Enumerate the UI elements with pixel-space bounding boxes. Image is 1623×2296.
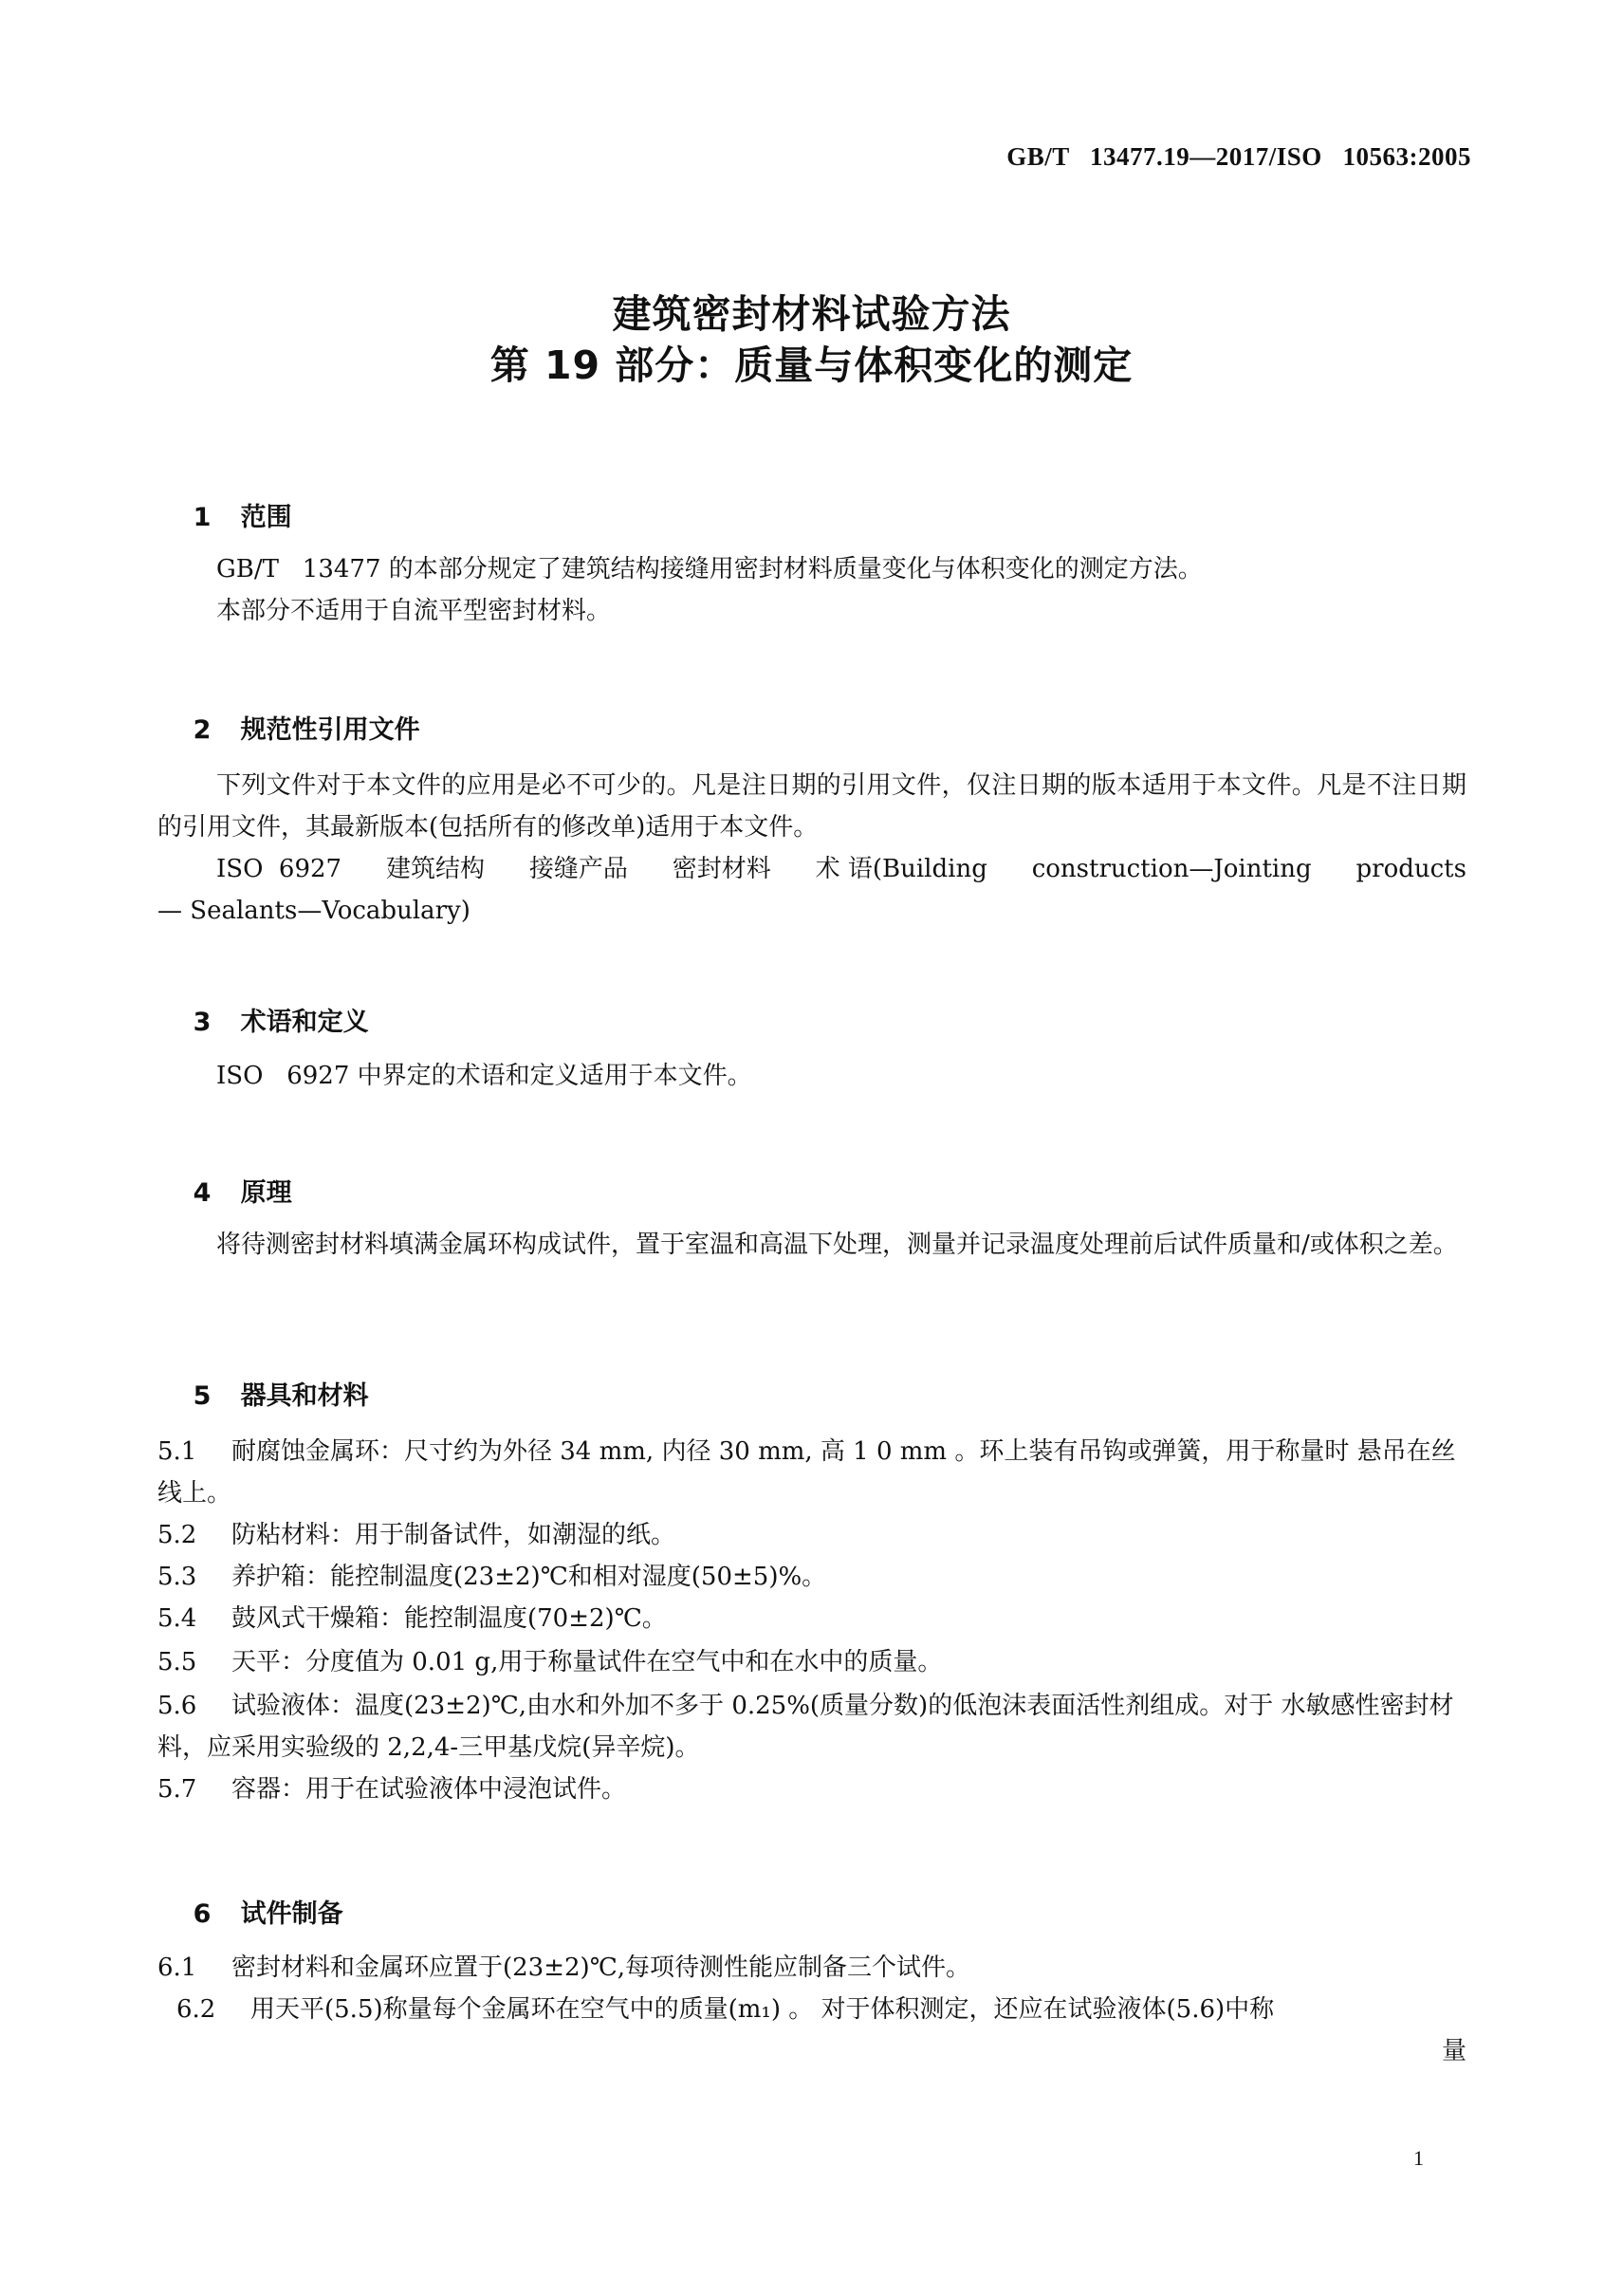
section-title: 原理 — [240, 1178, 292, 1208]
reference-part: products — [1356, 855, 1466, 883]
clause-5-5 — [157, 1641, 1466, 1683]
clause-5-4 — [157, 1598, 1466, 1639]
section-number: 5 — [193, 1381, 212, 1411]
clause-5-1 — [157, 1431, 1466, 1514]
clause-number: 6.2 — [176, 1995, 216, 2024]
reference-part: 接缝产品 — [528, 855, 628, 883]
section-3-heading — [157, 972, 369, 1067]
clause-text: 密封材料和金属环应置于(23±2)℃,每项待测性能应制备三个试件。 — [231, 1953, 971, 1982]
reference-part: 密封材料 — [672, 855, 771, 883]
reference-entry-continuation: — Sealants—Vocabulary) — [157, 897, 470, 925]
clause-6-1 — [157, 1947, 1466, 1989]
clause-text: 防粘材料：用于制备试件，如潮湿的纸。 — [231, 1521, 676, 1549]
clause-number: 6.1 — [157, 1953, 197, 1982]
terms-paragraph: ISO 6927 中界定的术语和定义适用于本文件。 — [216, 1062, 752, 1090]
section-number: 2 — [193, 715, 212, 745]
page-number: 1 — [1413, 2146, 1424, 2170]
section-title: 范围 — [240, 503, 292, 532]
reference-entry — [216, 848, 1466, 890]
clause-number: 5.7 — [157, 1775, 197, 1804]
section-2-heading — [157, 679, 420, 775]
section-number: 1 — [193, 503, 212, 532]
document-subtitle: 第 19 部分：质量与体积变化的测定 — [489, 343, 1134, 388]
clause-5-3 — [157, 1556, 1466, 1598]
clause-text: 养护箱：能控制温度(23±2)℃和相对湿度(50±5)%。 — [231, 1563, 827, 1591]
normative-references-paragraph: 下列文件对于本文件的应用是必不可少的。凡是注日期的引用文件，仅注日期的版本适用于本文件。凡是不注日期的引用文件，其最新版本(包括所有的修改单)适用于本文件。 — [157, 771, 1466, 842]
section-title: 器具和材料 — [240, 1381, 369, 1411]
clause-5-7 — [157, 1768, 1466, 1810]
clause-number: 5.6 — [157, 1692, 197, 1720]
clause-5-2 — [157, 1514, 1466, 1556]
section-6-heading — [157, 1863, 343, 1959]
reference-part: 建筑结构 — [385, 855, 485, 883]
clause-number: 5.3 — [157, 1563, 197, 1591]
clause-text: 试验液体：温度(23±2)℃,由水和外加不多于 0.25%(质量分数)的低泡沫表面活性剂组成。对于 水敏感性密封材料，应采用实验级的 2,2,4-三甲基戊烷(异辛烷)。 — [157, 1692, 1454, 1762]
section-number: 6 — [193, 1899, 212, 1929]
section-title: 试件制备 — [240, 1899, 343, 1929]
clause-number: 5.1 — [157, 1437, 197, 1466]
clause-text: 容器：用于在试验液体中浸泡试件。 — [231, 1775, 627, 1804]
clause-6-2-continuation: 量 — [1441, 2037, 1466, 2065]
section-number: 4 — [193, 1178, 212, 1208]
reference-part: ISO 6927 — [216, 855, 342, 883]
clause-number: 5.2 — [157, 1521, 197, 1549]
scope-paragraph-2: 本部分不适用于自流平型密封材料。 — [216, 597, 612, 625]
clause-6-2 — [176, 1989, 1466, 2030]
reference-part: 术 语(Building — [815, 855, 987, 883]
clause-number: 5.4 — [157, 1604, 197, 1633]
standard-number: GB/T 13477.19—2017/ISO 10563:2005 — [1006, 142, 1471, 171]
clause-text: 天平：分度值为 0.01 g,用于称量试件在空气中和在水中的质量。 — [231, 1648, 943, 1676]
principle-paragraph: 将待测密封材料填满金属环构成试件，置于室温和高温下处理，测量并记录温度处理前后试件质量和/或体积之差。 — [216, 1231, 1458, 1259]
document-title: 建筑密封材料试验方法 — [612, 291, 1011, 337]
clause-number: 5.5 — [157, 1648, 197, 1676]
clause-text: 耐腐蚀金属环：尺寸约为外径 34 mm, 内径 30 mm, 高 1 0 mm 。环上装有吊钩或弹簧，用于称量时 悬吊在丝线上。 — [157, 1437, 1456, 1508]
clause-text: 鼓风式干燥箱：能控制温度(70±2)℃。 — [231, 1604, 667, 1633]
reference-part: construction—Jointing — [1031, 855, 1312, 883]
clause-text: 用天平(5.5)称量每个金属环在空气中的质量(m₁) 。 对于体积测定，还应在试验液体(5.6)中称 — [250, 1995, 1275, 2024]
section-number: 3 — [193, 1008, 212, 1037]
section-title: 术语和定义 — [240, 1008, 369, 1037]
scope-paragraph-1: GB/T 13477 的本部分规定了建筑结构接缝用密封材料质量变化与体积变化的测定方法。 — [216, 555, 1203, 583]
section-5-heading — [157, 1345, 369, 1441]
section-title: 规范性引用文件 — [240, 715, 420, 745]
clause-5-6 — [157, 1685, 1466, 1768]
